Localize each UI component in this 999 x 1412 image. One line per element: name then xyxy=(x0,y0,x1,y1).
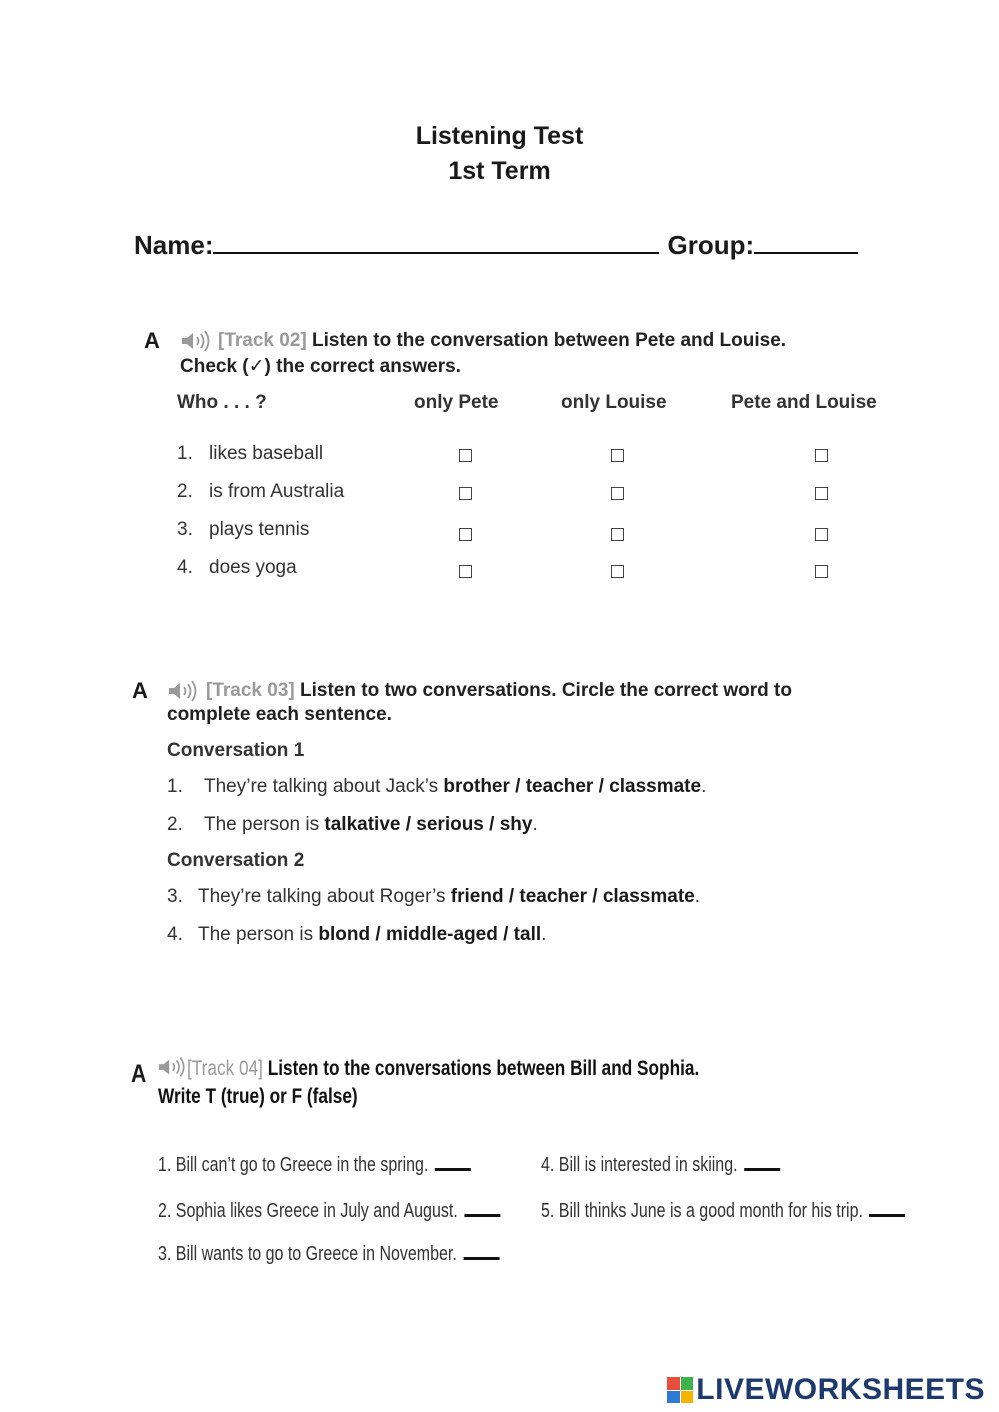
page-title: Listening Test xyxy=(415,122,584,150)
checkbox-icon[interactable] xyxy=(815,449,828,462)
section1-instruction-2: Check (✓) the correct answers. xyxy=(180,356,461,377)
section1-instruction xyxy=(218,330,786,352)
table-row: 4. does yoga xyxy=(177,557,297,578)
section3-letter: A xyxy=(131,1060,147,1088)
instruction-text: Listen to the conversation between Pete and Louise. xyxy=(312,330,787,351)
speaker-icon[interactable] xyxy=(180,330,212,352)
answer-blank[interactable] xyxy=(463,1257,499,1260)
checkbox-icon[interactable] xyxy=(611,528,624,541)
answer-blank[interactable] xyxy=(869,1214,905,1217)
section3-instruction xyxy=(187,1057,699,1081)
column-header: Pete and Louise xyxy=(731,392,877,413)
speaker-icon[interactable] xyxy=(167,680,199,702)
list-item: 3. Bill wants to go to Greece in November. xyxy=(158,1243,499,1266)
checkbox-icon[interactable] xyxy=(459,565,472,578)
section2-instruction xyxy=(206,680,792,702)
column-header: Who . . . ? xyxy=(177,392,267,413)
name-field[interactable] xyxy=(213,228,659,254)
checkbox-icon[interactable] xyxy=(815,565,828,578)
liveworksheets-logo[interactable] xyxy=(667,1373,985,1407)
table-row: 3. plays tennis xyxy=(177,519,310,540)
conversation-1-title: Conversation 1 xyxy=(167,740,305,761)
group-field[interactable] xyxy=(754,228,858,254)
table-row: 1. likes baseball xyxy=(177,443,324,464)
checkbox-icon[interactable] xyxy=(815,487,828,500)
group-label: Group: xyxy=(667,230,755,260)
student-info xyxy=(134,228,858,261)
section2-instruction-2: complete each sentence. xyxy=(167,704,392,725)
track-label: [Track 02] xyxy=(218,330,307,351)
logo-text: LIVEWORKSHEETS xyxy=(696,1373,985,1406)
page-subtitle: 1st Term xyxy=(448,157,551,185)
list-item: 2. Sophia likes Greece in July and August. xyxy=(158,1200,500,1223)
section3-instruction-2: Write T (true) or F (false) xyxy=(158,1085,358,1108)
list-item: 3. They’re talking about Roger’s friend / teacher / classmate. xyxy=(167,886,701,907)
answer-blank[interactable] xyxy=(464,1214,500,1217)
track-label: [Track 04] xyxy=(187,1057,263,1080)
logo-icon xyxy=(667,1377,693,1403)
checkbox-icon[interactable] xyxy=(611,449,624,462)
instruction-text: Listen to two conversations. Circle the correct word to xyxy=(300,680,792,701)
instruction-text: Listen to the conversations between Bill and Sophia. xyxy=(267,1057,700,1080)
checkbox-icon[interactable] xyxy=(815,528,828,541)
section1-letter: A xyxy=(144,328,160,353)
answer-blank[interactable] xyxy=(744,1168,780,1171)
checkbox-icon[interactable] xyxy=(611,487,624,500)
speaker-icon[interactable] xyxy=(157,1056,187,1078)
column-header: only Louise xyxy=(561,392,667,413)
table-row: 2. is from Australia xyxy=(177,481,345,502)
name-label: Name: xyxy=(134,230,214,260)
checkbox-icon[interactable] xyxy=(459,449,472,462)
column-header: only Pete xyxy=(414,392,499,413)
section2-letter: A xyxy=(132,678,148,703)
checkbox-icon[interactable] xyxy=(459,528,472,541)
list-item: 4. Bill is interested in skiing. xyxy=(541,1154,780,1177)
list-item: 4. The person is blond / middle-aged / tall. xyxy=(167,924,547,945)
list-item: 1. They’re talking about Jack’s brother / teacher / classmate. xyxy=(167,776,707,797)
conversation-2-title: Conversation 2 xyxy=(167,850,305,871)
track-label: [Track 03] xyxy=(206,680,295,701)
list-item: 5. Bill thinks June is a good month for his trip. xyxy=(541,1200,905,1223)
answer-blank[interactable] xyxy=(435,1168,471,1171)
checkbox-icon[interactable] xyxy=(611,565,624,578)
list-item: 1. Bill can’t go to Greece in the spring. xyxy=(158,1154,471,1177)
list-item: 2. The person is talkative / serious / shy. xyxy=(167,814,538,835)
checkbox-icon[interactable] xyxy=(459,487,472,500)
